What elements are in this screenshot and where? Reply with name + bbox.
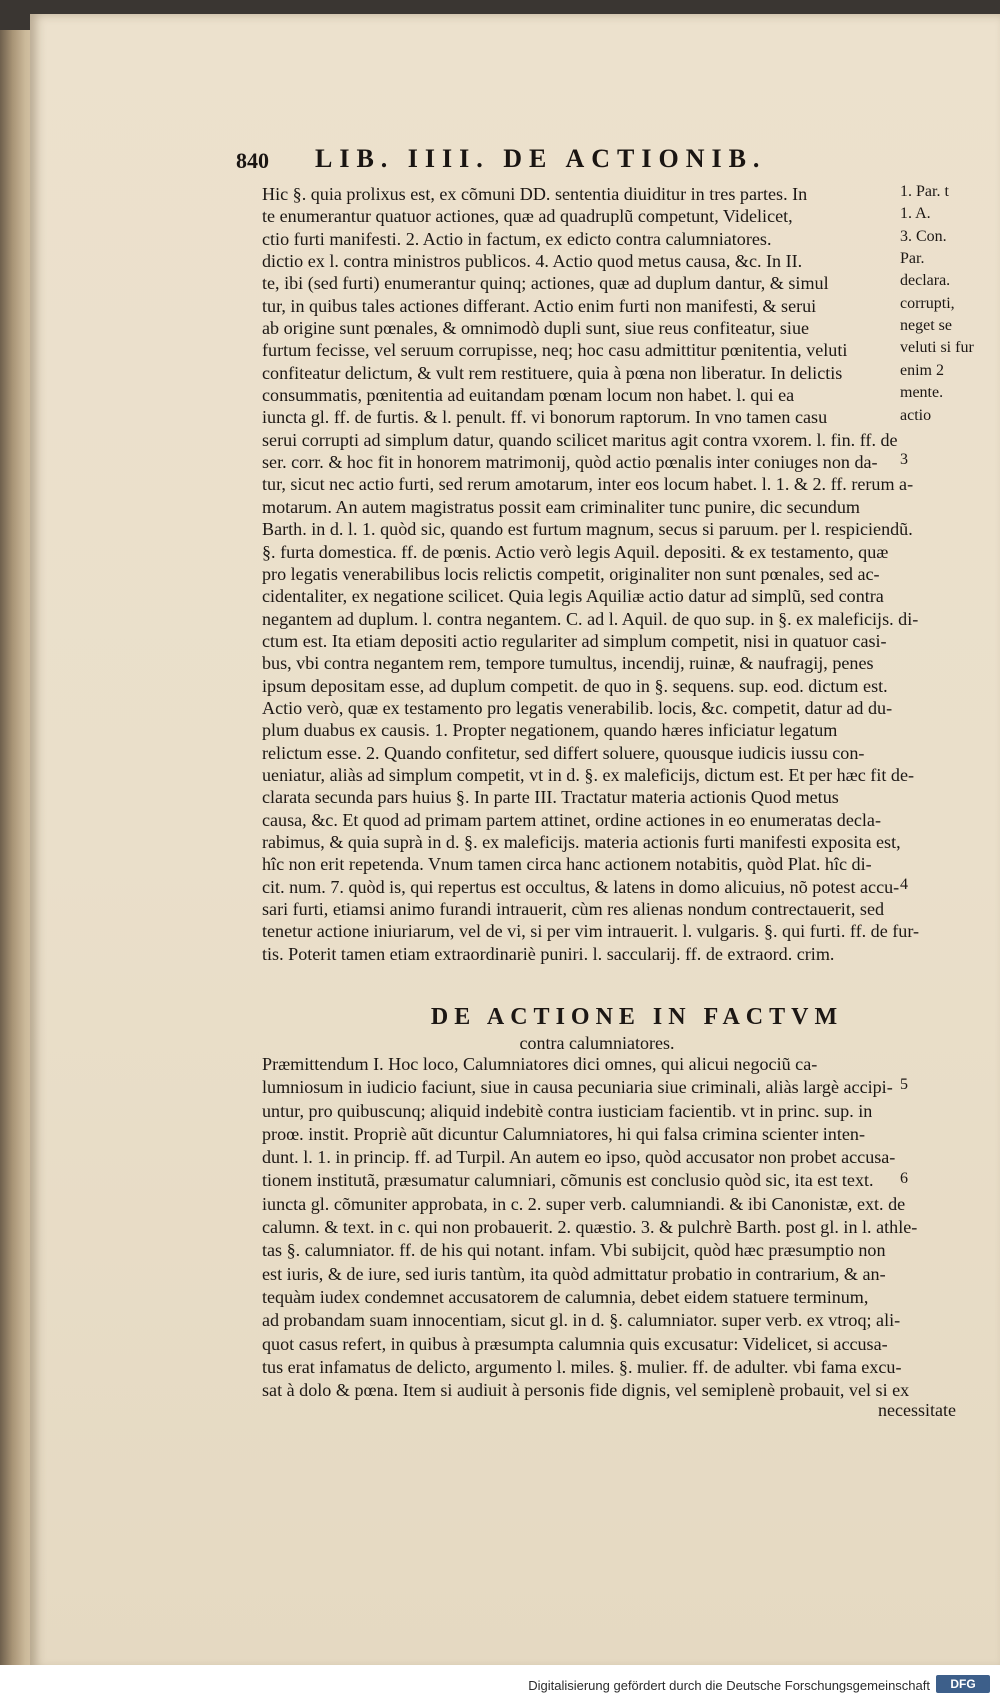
text-line: tionem institutã, præsumatur calumniari, cõmunis est conclusio quòd sic, ita est text.	[262, 1170, 874, 1191]
catchword: necessitate	[878, 1400, 956, 1420]
text-line: calumn. & text. in c. qui non probauerit. 2. quæstio. 3. & pulchrè Barth. post gl. in l. athle-	[262, 1217, 918, 1238]
text-line: te, ibi (sed furti) enumerantur quinq; actiones, quæ ad duplum dantur, & simul	[262, 273, 829, 294]
section-title: DE ACTIONE IN FACTVM	[430, 1004, 844, 1030]
text-line: tas §. calumniator. ff. de his qui notant. infam. Vbi subijcit, quòd hæc præsumptio non	[262, 1240, 886, 1261]
text-line: iuncta gl. ff. de furtis. & l. penult. ff. vi bonorum raptorum. In vno tamen casu	[262, 407, 828, 428]
text-line: Barth. in d. l. 1. quòd sic, quando est furtum magnum, secus si paruum. per l. respiciendũ.	[262, 519, 913, 540]
margin-note: Par.	[900, 250, 925, 268]
margin-note: 1. A.	[900, 205, 931, 223]
margin-note: enim 2	[900, 361, 944, 379]
margin-note: 1. Par. t	[900, 183, 949, 200]
text-line: sat à dolo & pœna. Item si audiuit à personis fide dignis, vel semiplenè probauit, vel si ex	[262, 1380, 910, 1401]
text-line: Præmittendum I. Hoc loco, Calumniatores dici omnes, qui alicui negociũ ca-	[262, 1054, 818, 1074]
text-line: negantem ad duplum. l. contra negantem. C. ad l. Aquil. de quo sup. in §. ex maleficijs. di-	[262, 608, 919, 629]
text-line: confiteatur delictum, & vult rem restituere, quia à pœna non liberatur. In delictis	[262, 362, 843, 383]
text-line: ipsum depositam esse, ad duplum competit. de quo in §. sequens. sup. eod. dictum est.	[262, 675, 888, 696]
section-subtitle: contra calumniatores.	[519, 1033, 675, 1053]
text-line: te enumerantur quatuor actiones, quæ ad quadruplũ competunt, Videlicet,	[262, 206, 793, 227]
margin-note: veluti si fur	[900, 339, 974, 357]
text-line: consummatis, pœnitentia ad euitandam pœnam locum non habet. l. qui ea	[262, 385, 795, 406]
margin-note: corrupti,	[900, 294, 955, 312]
text-line: ctum est. Ita etiam depositi actio regulariter ad simplum competit, nisi in quatuor casi-	[262, 630, 887, 651]
second-text-block	[262, 1053, 952, 1402]
text-line: tur, sicut nec actio furti, sed rerum amotarum, inter eos locum habet. l. 1. & 2. ff. rerum a-	[262, 474, 914, 495]
text-line: clarata secunda pars huius §. In parte III. Tractatur materia actionis Quod metus	[262, 787, 839, 808]
text-line: tequàm iudex condemnet accusatorem de calumnia, debet eidem statuere terminum,	[262, 1286, 869, 1307]
text-line: serui corrupti ad simplum datur, quando scilicet maritus agit contra vxorem. l. fin. ff. de	[262, 429, 898, 450]
text-line: ad probandam suam innocentiam, sicut gl. in d. §. calumniator. super verb. ex vtroq; ali-	[262, 1310, 901, 1331]
text-line: Hic §. quia prolixus est, ex cõmuni DD. sententia diuiditur in tres partes. In	[262, 184, 808, 204]
margin-note: mente.	[900, 384, 944, 402]
text-line: ab origine sunt pœnales, & omnimodò dupli sunt, siue reus confiteatur, siue	[262, 318, 810, 339]
text-line: tus erat infamatus de delicto, argumento l. miles. §. mulier. ff. de adulter. vbi fama excu-	[262, 1356, 902, 1377]
margin-note: declara.	[900, 272, 951, 290]
text-line: rabimus, & quia suprà in d. §. ex maleficijs. materia actionis furti manifesti exposita est,	[262, 831, 901, 852]
text-line: lumniosum in iudicio faciunt, siue in causa pecuniaria siue criminali, aliàs largè accipi-	[262, 1077, 893, 1098]
dfg-logo: DFG	[936, 1675, 990, 1693]
text-line: tis. Poterit tamen etiam extraordinariè puniri. l. saccularij. ff. de extraord. crim.	[262, 943, 835, 964]
running-head: LIB. IIII. DE ACTIONIB.	[315, 144, 767, 173]
text-line: ctio furti manifesti. 2. Actio in factum, ex edicto contra calumniatores.	[262, 228, 772, 249]
text-line: tur, in quibus tales actiones differant. Actio enim furti non manifesti, & serui	[262, 295, 817, 316]
margin-note: 4	[900, 875, 908, 893]
margin-note: 5	[900, 1076, 908, 1094]
text-line: cidentaliter, ex negatione scilicet. Quia legis Aquiliæ actio datur ad simplũ, sed contra	[262, 586, 884, 607]
text-line: sari furti, etiamsi animo furandi intrauerit, cùm res alienas nondum contrectauerit, sed	[262, 899, 885, 919]
text-line: pro legatis venerabilibus locis relictis competit, originaliter non sunt pœnales, sed ac-	[262, 563, 880, 584]
text-line: est iuris, & de iure, sed iuris tantùm, ita quòd admittatur probatio in contrarium, & an-	[262, 1263, 886, 1284]
text-line: motarum. An autem magistratus possit eam criminaliter tunc punire, dic secundum	[262, 496, 860, 517]
margin-note: actio	[900, 406, 932, 424]
text-line: §. furta domestica. ff. de pœnis. Actio verò legis Aquil. depositi. & ex testamento, quæ	[262, 541, 889, 562]
text-line: tenetur actione iniuriarum, vel de vi, si per vim intrauerit. l. vulgaris. §. qui furti. ff. de fur-	[262, 921, 920, 942]
footer-credit: Digitalisierung gefördert durch die Deutsche Forschungsgemeinschaft	[528, 1678, 930, 1693]
margin-note: 3	[900, 451, 908, 469]
text-line: quot casus refert, in quibus à præsumpta calumnia quis excusatur: Videlicet, si accusa-	[262, 1333, 888, 1354]
text-line: proœ. instit. Propriè aũt dicuntur Calumniatores, hi qui falsa crimina scienter inten-	[262, 1123, 865, 1144]
margin-note: neget se	[900, 317, 952, 335]
page-header	[220, 136, 1000, 176]
text-line: causa, &c. Et quod ad primam partem attinet, ordine actiones in eo enumeratas decla-	[262, 809, 881, 830]
text-line: dunt. l. 1. in princip. ff. ad Turpil. An autem eo ipso, quòd accusator non probet accusa-	[262, 1147, 896, 1168]
text-line: dictio ex l. contra ministros publicos. 4. Actio quod metus causa, &c. In II.	[262, 251, 803, 272]
folio-number: 840	[236, 148, 269, 173]
main-text-block	[262, 183, 952, 965]
text-line: relictum esse. 2. Quando confitetur, sed differt soluere, quousque iudicis iussu con-	[262, 742, 865, 763]
text-line: Actio verò, quæ ex testamento pro legatis venerabilib. locis, &c. competit, datur ad du-	[262, 697, 893, 718]
margin-note: 6	[900, 1169, 908, 1187]
text-line: bus, vbi contra negantem rem, tempore tumultus, incendij, ruinæ, & naufragij, penes	[262, 653, 874, 674]
text-line: hîc non erit repetenda. Vnum tamen circa hanc actionem notabitis, quòd Plat. hîc di-	[262, 854, 872, 875]
text-line: cit. num. 7. quòd is, qui repertus est occultus, & latens in domo alicuius, nõ potest accu-	[262, 876, 900, 897]
text-line: untur, pro quibuscunq; aliquid indebitè contra iusticiam facientib. vt in princ. sup. in	[262, 1100, 873, 1121]
text-line: furtum fecisse, vel seruum corrupisse, neq; hoc casu admittitur pœnitentia, veluti	[262, 340, 848, 361]
text-line: iuncta gl. cõmuniter approbata, in c. 2. super verb. calumniandi. & ibi Canonistæ, ext. de	[262, 1193, 906, 1214]
text-line: plum duabus ex causis. 1. Propter negationem, quando hæres inficiatur legatum	[262, 720, 838, 741]
section-heading	[262, 1002, 952, 1054]
text-line: ser. corr. & hoc fit in honorem matrimonij, quòd actio pœnalis inter coniuges non da-	[262, 452, 878, 473]
text-line: ueniatur, aliàs ad simplum competit, vt in d. §. ex maleficijs, dictum est. Et per hæc fit de-	[262, 764, 915, 785]
margin-note: 3. Con.	[900, 227, 947, 245]
